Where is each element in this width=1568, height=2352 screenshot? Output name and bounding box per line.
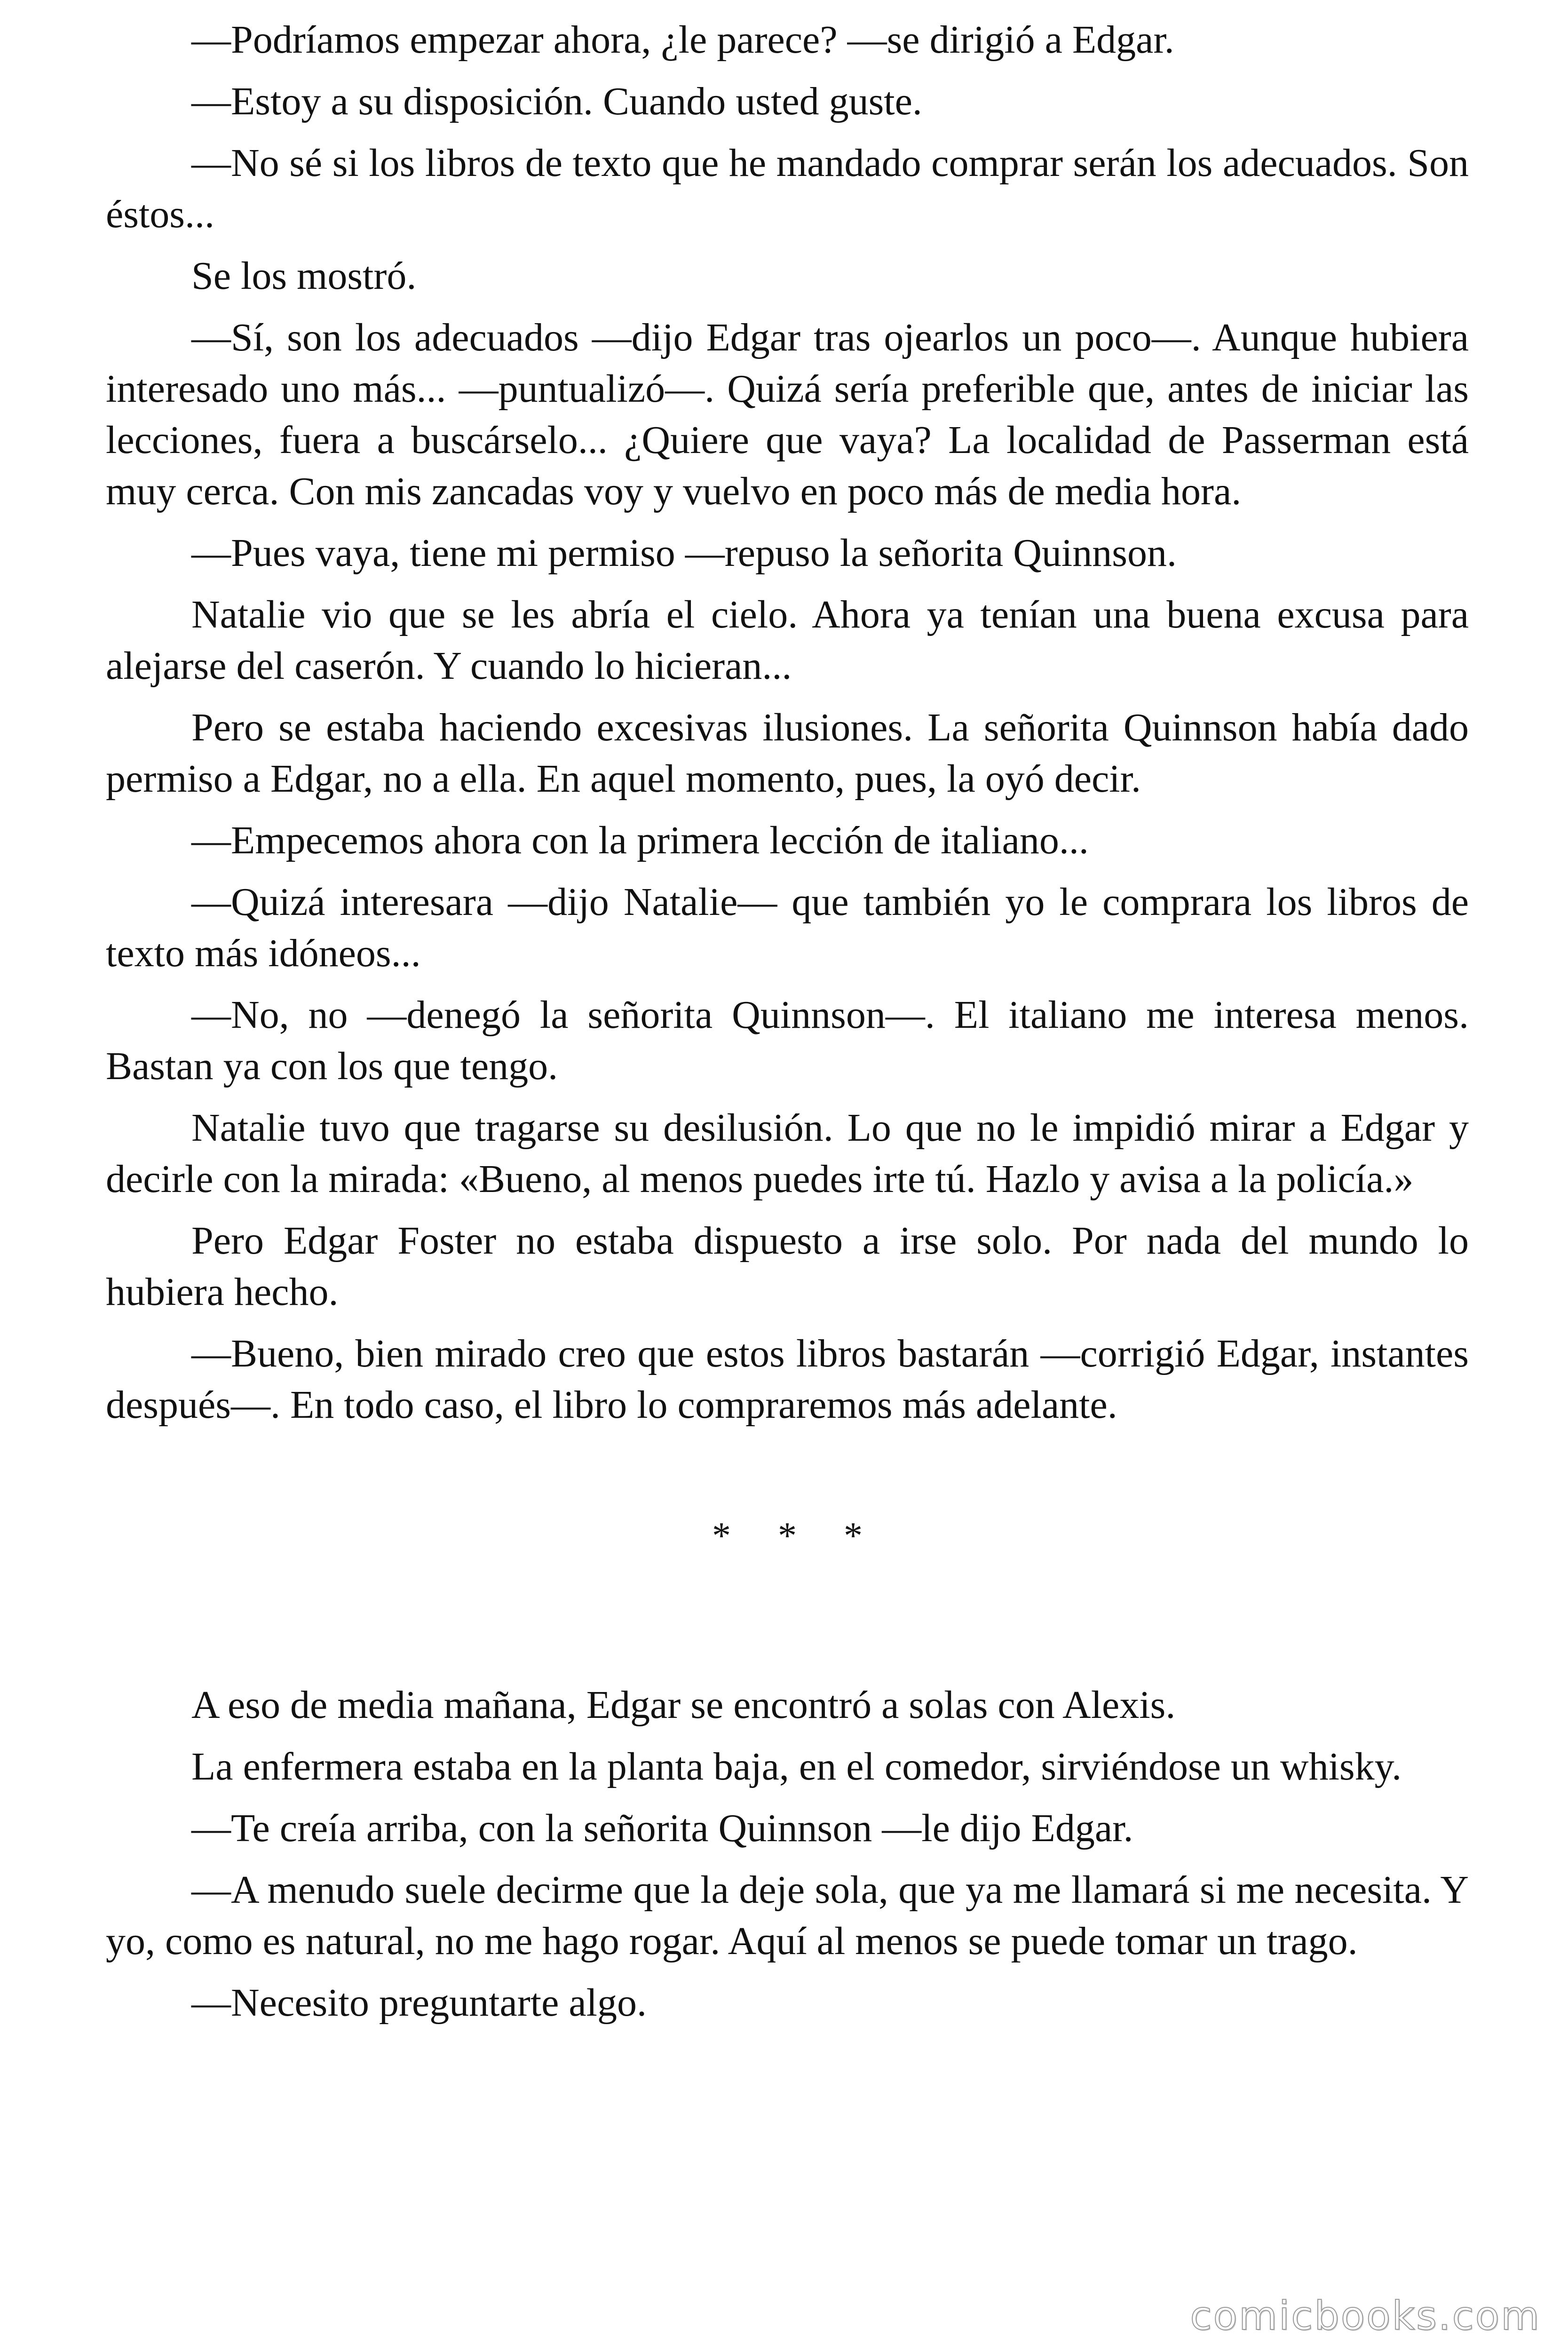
paragraph: —Quizá interesara —dijo Natalie— que también yo le comprara los libros de texto más idóneos... <box>106 880 1469 975</box>
paragraph: Pero se estaba haciendo excesivas ilusiones. La señorita Quinnson había dado permiso a Edgar, no a ella. En aquel momento, pues, la oyó decir. <box>106 706 1469 801</box>
paragraph: —Pues vaya, tiene mi permiso —repuso la señorita Quinnson. <box>191 531 1177 575</box>
paragraph: —Necesito preguntarte algo. <box>191 1981 647 2025</box>
watermark: comicbooks.com <box>1190 2293 1541 2339</box>
paragraph: —A menudo suele decirme que la deje sola, que ya me llamará si me necesita. Y yo, como es natural, no me hago rogar. Aquí al menos se puede tomar un trago. <box>106 1868 1469 1963</box>
paragraph: Pero Edgar Foster no estaba dispuesto a irse solo. Por nada del mundo lo hubiera hecho. <box>106 1219 1469 1314</box>
paragraph: —Podríamos empezar ahora, ¿le parece? —se dirigió a Edgar. <box>191 18 1174 62</box>
paragraph: Se los mostró. <box>191 254 417 298</box>
paragraph: Natalie vio que se les abría el cielo. Ahora ya tenían una buena excusa para alejarse del caserón. Y cuando lo hicieran... <box>106 593 1469 688</box>
book-page <box>106 14 1469 2039</box>
paragraph: La enfermera estaba en la planta baja, en el comedor, sirviéndose un whisky. <box>191 1745 1402 1788</box>
paragraph: —Bueno, bien mirado creo que estos libros bastarán —corrigió Edgar, instantes después—. En todo caso, el libro lo compraremos más adelante. <box>106 1332 1469 1427</box>
paragraph: —Empecemos ahora con la primera lección de italiano... <box>191 818 1089 862</box>
paragraph: —Te creía arriba, con la señorita Quinnson —le dijo Edgar. <box>191 1806 1133 1850</box>
section-break: * * * <box>712 1515 881 1557</box>
paragraph: Natalie tuvo que tragarse su desilusión. Lo que no le impidió mirar a Edgar y decirle con la mirada: «Bueno, al menos puedes irte tú. Hazlo y avisa a la policía.» <box>106 1106 1469 1201</box>
paragraph: —No sé si los libros de texto que he mandado comprar serán los adecuados. Son éstos... <box>106 141 1469 236</box>
paragraph: A eso de media mañana, Edgar se encontró a solas con Alexis. <box>191 1683 1176 1727</box>
paragraph: —Sí, son los adecuados —dijo Edgar tras ojearlos un poco—. Aunque hubiera interesado uno más... —puntualizó—. Quizá sería preferible que, antes de iniciar las lecciones, fuera a buscárselo... ¿Quiere que vaya? La localidad de Passerman está muy cerca. Con mis zancadas voy y vuelvo en poco más de media hora. <box>106 316 1469 513</box>
paragraph: —Estoy a su disposición. Cuando usted guste. <box>191 79 922 123</box>
paragraph: —No, no —denegó la señorita Quinnson—. El italiano me interesa menos. Bastan ya con los que tengo. <box>106 993 1469 1088</box>
